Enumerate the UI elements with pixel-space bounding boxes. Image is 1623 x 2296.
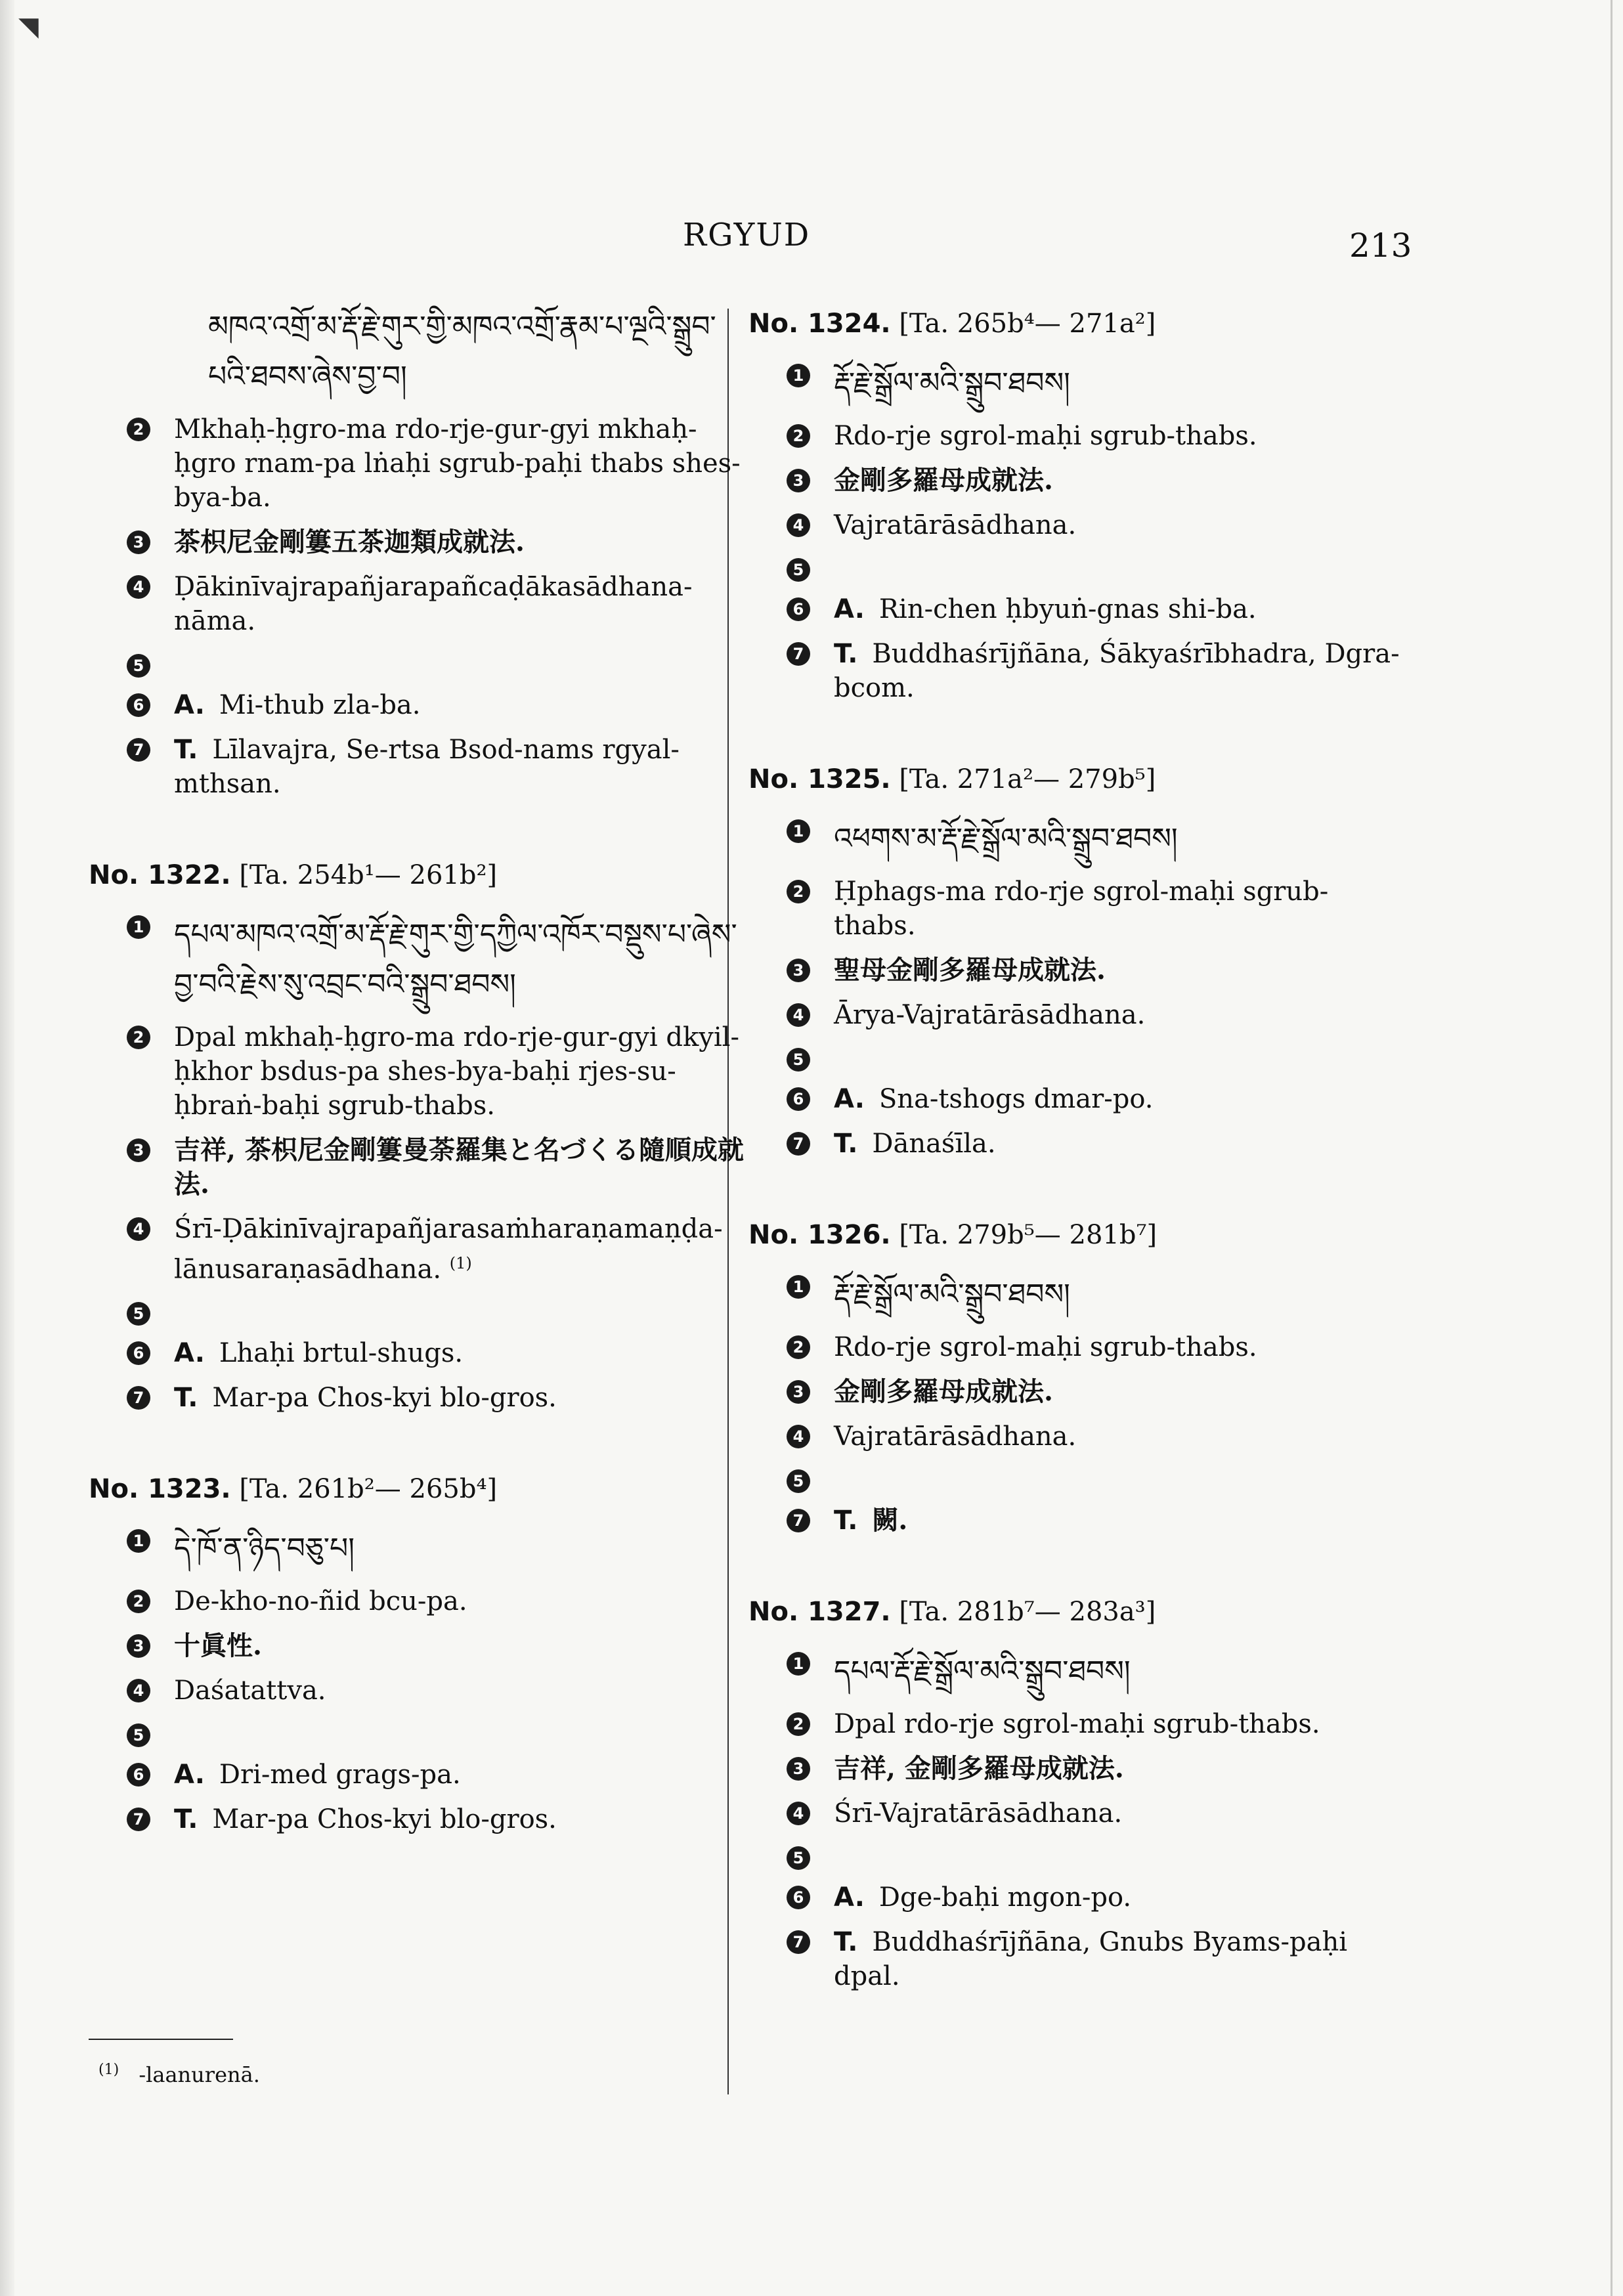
entry-heading: [748, 1220, 1405, 1250]
entry-line-4: [748, 998, 1405, 1032]
left-column: [89, 309, 745, 1895]
translator: Līlavajra, Se-rtsa Bsod-nams rgyal-mthsan.: [174, 735, 680, 799]
entry-line-6: [89, 1336, 745, 1370]
marker-6: 6: [787, 1886, 810, 1909]
tibetan-title: མཁའ་འགྲོ་མ་རྡོ་རྗེ་གུར་གྱི་མཁའ་འགྲོ་རྣམ་པ་ལྔའི་སྒྲུབ་པའི་ཐབས་ཞེས་བྱ་བ།: [208, 310, 716, 393]
entry-number: No. 1327.: [748, 1597, 891, 1627]
translator: 闕.: [872, 1505, 908, 1536]
marker-4: 4: [127, 1679, 150, 1702]
marker-3: 3: [787, 1380, 810, 1404]
marker-2: 2: [127, 1590, 150, 1613]
sanskrit-title: Vajratārāsādhana.: [834, 510, 1077, 540]
entry-line-7: [89, 1802, 745, 1836]
marker-7: 7: [787, 1930, 810, 1954]
marker-7: 7: [127, 738, 150, 762]
transliteration: Mkhaḥ-ḥgro-ma rdo-rje-gur-gyi mkhaḥ-ḥgro rnam-pa lṅaḥi sgrub-paḥi thabs shes-bya-ba.: [174, 414, 741, 513]
marker-1: 1: [787, 364, 810, 387]
marker-5: 5: [127, 654, 150, 678]
entry-line-3: [748, 1752, 1405, 1786]
marker-2: 2: [787, 1712, 810, 1736]
entry-line-7: [748, 1925, 1405, 1993]
entry-line-5: [748, 1464, 1405, 1493]
translator-tag: T.: [834, 1927, 858, 1957]
entry-line-3: [89, 1629, 745, 1663]
tibetan-title: རྡོ་རྗེ་སྒྲོལ་མའི་སྒྲུབ་ཐབས།: [834, 366, 1070, 400]
entry-line-6: [748, 592, 1405, 626]
entry-line-6: [748, 1880, 1405, 1915]
entry-line-2: [89, 1020, 745, 1123]
sanskrit-title: Śrī-Vajratārāsādhana.: [834, 1798, 1123, 1829]
chinese-title: 吉祥, 茶枳尼金剛簍曼荼羅集と名づくる隨順成就法.: [174, 1135, 744, 1200]
marker-5: 5: [787, 1048, 810, 1072]
author: Sna-tshogs dmar-po.: [878, 1084, 1154, 1114]
marker-2: 2: [127, 1026, 150, 1049]
entry-line-5: [89, 1297, 745, 1326]
entry-line-1: [748, 1270, 1405, 1320]
marker-1: 1: [787, 819, 810, 843]
marker-6: 6: [787, 1087, 810, 1111]
entry-line-5: [748, 1841, 1405, 1870]
transliteration: De-kho-no-ñid bcu-pa.: [174, 1586, 467, 1617]
entry-line-4: [89, 570, 745, 638]
entry-line-7: [89, 1381, 745, 1415]
entry-line-6: [748, 1082, 1405, 1116]
author: Dri-med grags-pa.: [219, 1760, 461, 1790]
translator-tag: T.: [174, 1804, 198, 1835]
marker-7: 7: [127, 1808, 150, 1831]
tibetan-title: རྡོ་རྗེ་སྒྲོལ་མའི་སྒྲུབ་ཐབས།: [834, 1278, 1070, 1311]
entry-line-2: [748, 1330, 1405, 1364]
entry-line-4: [748, 1796, 1405, 1830]
sanskrit-title: Ḍākinīvajrapañjarapañcaḍākasādhana-nāma.: [174, 572, 693, 636]
entry-line-2: [89, 412, 745, 515]
footnote-text: -laanurenā.: [139, 2062, 260, 2087]
marker-2: 2: [127, 418, 150, 441]
scan-edge-right: [1611, 0, 1612, 2296]
entry-line-4: [89, 1212, 745, 1286]
entry-line-2: [748, 875, 1405, 943]
entry-heading: [748, 764, 1405, 794]
entry-line-2: [748, 419, 1405, 453]
entry-reference: [Ta. 281b⁷— 283a³]: [899, 1597, 1156, 1627]
translator-tag: T.: [174, 735, 198, 765]
marker-5: 5: [127, 1302, 150, 1326]
corner-mark: ◥: [18, 12, 39, 42]
page-number: 213: [1349, 227, 1412, 265]
entry-reference: [Ta. 254b¹— 261b²]: [239, 860, 498, 890]
tibetan-title: དཔལ་མཁའ་འགྲོ་མ་རྡོ་རྗེ་གུར་གྱི་དཀྱིལ་འཁོར་བསྡུས་པ་ཞེས་བྱ་བའི་རྗེས་སུ་འབྲང་བའི་སྒྲུབ་ཐབས།: [174, 918, 737, 1001]
entry-reference: [Ta. 265b⁴— 271a²]: [899, 309, 1156, 339]
entry-line-6: [89, 688, 745, 722]
marker-6: 6: [127, 693, 150, 717]
entry-line-1: [748, 814, 1405, 864]
transliteration: Rdo-rje sgrol-maḥi sgrub-thabs.: [834, 1332, 1257, 1362]
transliteration: Ḥphags-ma rdo-rje sgrol-maḥi sgrub-thabs.: [834, 877, 1329, 941]
marker-1: 1: [127, 915, 150, 939]
entry-line-3: [748, 953, 1405, 987]
translator: Mar-pa Chos-kyi blo-gros.: [212, 1383, 557, 1414]
scan-edge-left: [0, 0, 14, 2296]
entry-line-7: [748, 637, 1405, 705]
entry-line-3: [748, 1375, 1405, 1409]
author-tag: A.: [834, 1882, 865, 1913]
marker-5: 5: [787, 558, 810, 582]
tibetan-title: དེ་ཁོ་ན་ཉིད་བཅུ་པ།: [174, 1532, 355, 1566]
marker-4: 4: [787, 1425, 810, 1448]
sanskrit-title: Vajratārāsādhana.: [834, 1421, 1077, 1452]
author: Dge-baḥi mgon-po.: [878, 1882, 1132, 1913]
entry-line-tibetan: [89, 302, 745, 402]
translator-tag: T.: [834, 1505, 858, 1536]
entry-heading: [748, 309, 1405, 339]
author: Mi-thub zla-ba.: [219, 690, 421, 720]
author-tag: A.: [174, 690, 205, 720]
footnote: [98, 2062, 260, 2087]
entry-line-5: [748, 553, 1405, 582]
entry-reference: [Ta. 279b⁵— 281b⁷]: [899, 1220, 1158, 1250]
author-tag: A.: [174, 1338, 205, 1369]
entry-line-1: [89, 1524, 745, 1574]
chinese-title: 十眞性.: [174, 1630, 262, 1662]
marker-2: 2: [787, 1335, 810, 1359]
sanskrit-title: Ārya-Vajratārāsādhana.: [834, 1000, 1146, 1030]
author-tag: A.: [174, 1760, 205, 1790]
marker-3: 3: [787, 959, 810, 982]
entry-reference: [Ta. 271a²— 279b⁵]: [899, 764, 1156, 794]
entry-number: No. 1323.: [89, 1474, 231, 1505]
entry-heading: [89, 1474, 745, 1504]
chinese-title: 聖母金剛多羅母成就法.: [834, 955, 1106, 986]
marker-3: 3: [787, 469, 810, 492]
translator: Buddhaśrījñāna, Gnubs Byams-paḥi dpal.: [834, 1927, 1348, 1991]
marker-7: 7: [787, 1509, 810, 1532]
marker-6: 6: [127, 1763, 150, 1787]
sanskrit-title: Śrī-Ḍākinīvajrapañjarasaṁharaṇamaṇḍa-lānusaraṇasādhana.: [174, 1214, 723, 1285]
entry-line-5: [89, 1718, 745, 1747]
entry-1327: [748, 1597, 1405, 1993]
entry-line-5: [748, 1043, 1405, 1072]
entry-line-4: [748, 508, 1405, 542]
entry-line-4: [89, 1674, 745, 1708]
entry-line-6: [89, 1758, 745, 1792]
translator: Mar-pa Chos-kyi blo-gros.: [212, 1804, 557, 1835]
footnote-rule: [89, 2039, 233, 2040]
sanskrit-title: Daśatattva.: [174, 1676, 326, 1706]
translator: Buddhaśrījñāna, Śākyaśrībhadra, Dgra-bcom.: [834, 639, 1400, 703]
entry-line-7: [89, 733, 745, 801]
entry-line-5: [89, 649, 745, 678]
entry-line-4: [748, 1419, 1405, 1454]
translator-tag: T.: [174, 1383, 198, 1414]
entry-line-7: [748, 1504, 1405, 1538]
entry-line-3: [89, 1133, 745, 1202]
marker-4: 4: [787, 513, 810, 537]
entry-line-7: [748, 1127, 1405, 1161]
entry-number: No. 1324.: [748, 309, 891, 339]
entry-line-2: [748, 1707, 1405, 1741]
running-header: RGYUD: [683, 217, 811, 253]
author: Lhaḥi brtul-shugs.: [219, 1338, 464, 1369]
entry-number: No. 1325.: [748, 764, 891, 794]
transliteration: Dpal rdo-rje sgrol-maḥi sgrub-thabs.: [834, 1709, 1320, 1739]
footnote-ref: (1): [449, 1254, 472, 1272]
entry-number: No. 1326.: [748, 1220, 891, 1250]
entry-1325: [748, 764, 1405, 1161]
marker-5: 5: [787, 1846, 810, 1870]
marker-6: 6: [127, 1341, 150, 1365]
tibetan-title: དཔལ་རྡོ་རྗེ་སྒྲོལ་མའི་སྒྲུབ་ཐབས།: [834, 1655, 1131, 1688]
entry-line-1: [748, 358, 1405, 408]
tibetan-title: འཕགས་མ་རྡོ་རྗེ་སྒྲོལ་མའི་སྒྲུབ་ཐབས།: [834, 822, 1178, 856]
entry-number: No. 1322.: [89, 860, 231, 890]
entry-line-1: [748, 1647, 1405, 1697]
author: Rin-chen ḥbyuṅ-gnas shi-ba.: [878, 594, 1257, 624]
author-tag: A.: [834, 1084, 865, 1114]
marker-2: 2: [787, 880, 810, 903]
entry-1326: [748, 1220, 1405, 1538]
entry-reference: [Ta. 261b²— 265b⁴]: [239, 1474, 498, 1505]
footnote-mark: (1): [98, 2062, 119, 2078]
entry-heading: [89, 860, 745, 890]
right-column: [748, 309, 1405, 2052]
marker-3: 3: [127, 531, 150, 554]
marker-4: 4: [127, 575, 150, 599]
marker-1: 1: [787, 1652, 810, 1676]
marker-7: 7: [787, 1132, 810, 1156]
transliteration: Dpal mkhaḥ-ḥgro-ma rdo-rje-gur-gyi dkyil-ḥkhor bsdus-pa shes-bya-baḥi rjes-su-ḥbraṅ-baḥi sgrub-thabs.: [174, 1022, 739, 1121]
chinese-title: 茶枳尼金剛簍五茶迦類成就法.: [174, 527, 525, 557]
chinese-title: 金剛多羅母成就法.: [834, 465, 1053, 496]
author-tag: A.: [834, 594, 865, 624]
marker-1: 1: [127, 1529, 150, 1553]
marker-5: 5: [787, 1469, 810, 1493]
entry-line-3: [748, 464, 1405, 498]
translator-tag: T.: [834, 1129, 858, 1159]
marker-3: 3: [127, 1138, 150, 1162]
entry-1324: [748, 309, 1405, 705]
chinese-title: 吉祥, 金剛多羅母成就法.: [834, 1753, 1124, 1784]
transliteration: Rdo-rje sgrol-maḥi sgrub-thabs.: [834, 421, 1257, 451]
marker-3: 3: [787, 1757, 810, 1781]
translator: Dānaśīla.: [872, 1129, 996, 1159]
marker-4: 4: [127, 1217, 150, 1241]
entry-1323: [89, 1474, 745, 1836]
marker-6: 6: [787, 597, 810, 621]
marker-7: 7: [787, 642, 810, 666]
entry-line-1: [89, 910, 745, 1010]
entry-1322: [89, 860, 745, 1415]
marker-1: 1: [787, 1275, 810, 1299]
entry-heading: [748, 1597, 1405, 1627]
marker-3: 3: [127, 1634, 150, 1658]
entry-continued: [89, 302, 745, 801]
entry-line-2: [89, 1584, 745, 1618]
entry-line-3: [89, 525, 745, 559]
marker-7: 7: [127, 1386, 150, 1410]
marker-5: 5: [127, 1723, 150, 1747]
marker-4: 4: [787, 1003, 810, 1027]
chinese-title: 金剛多羅母成就法.: [834, 1376, 1053, 1407]
marker-2: 2: [787, 424, 810, 448]
translator-tag: T.: [834, 639, 858, 669]
marker-4: 4: [787, 1802, 810, 1825]
